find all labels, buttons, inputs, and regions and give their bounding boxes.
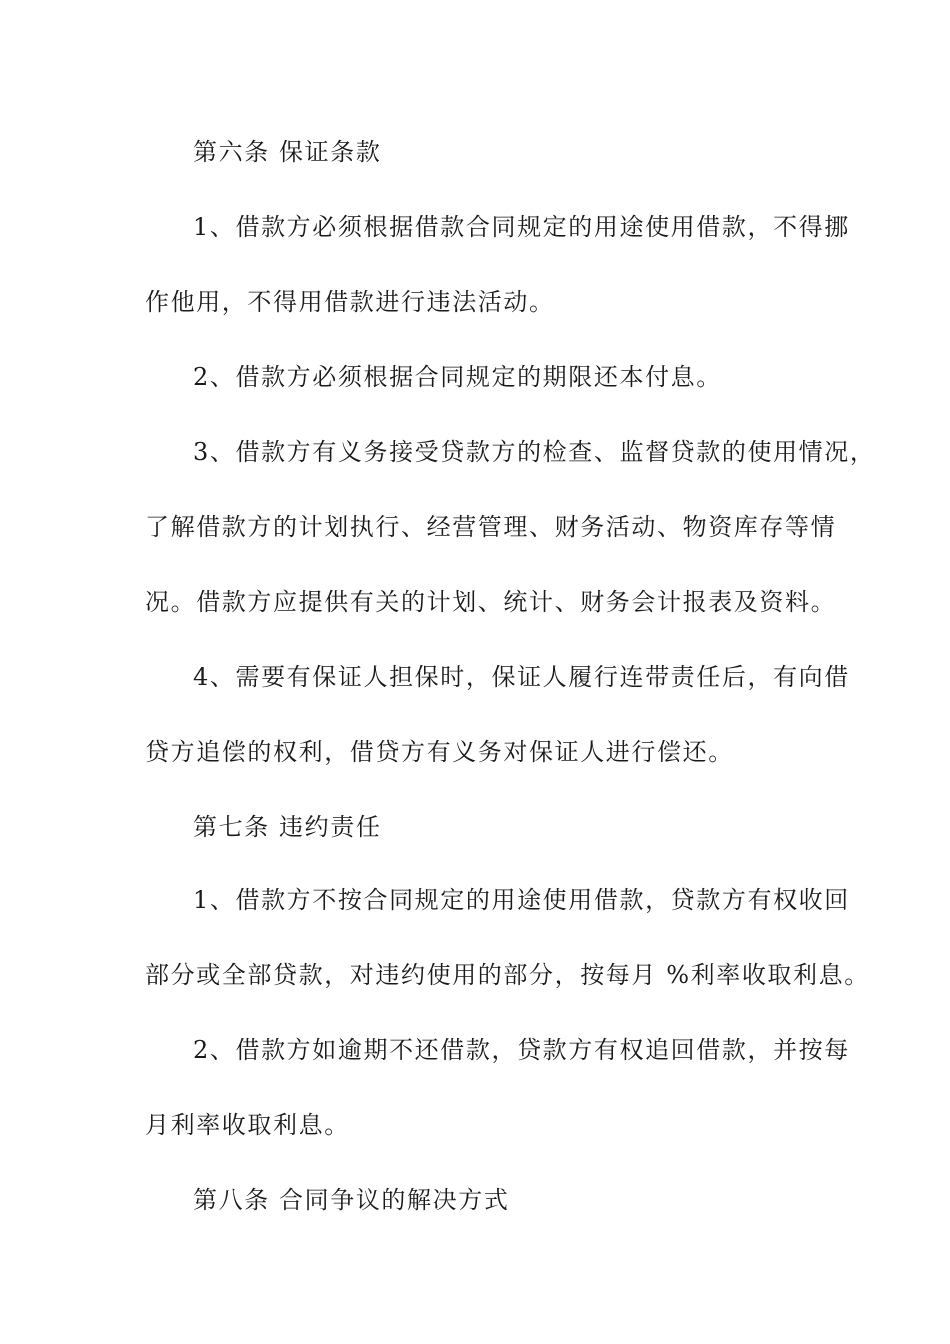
paragraph-line: 4、需要有保证人担保时，保证人履行连带责任后，有向借: [193, 663, 850, 691]
paragraph-line: 部分或全部贷款，对违约使用的部分，按每月 %利率收取利息。: [145, 961, 870, 989]
paragraph-line: 2、借款方如逾期不还借款，贷款方有权追回借款，并按每: [193, 1036, 850, 1064]
paragraph-line: 2、借款方必须根据合同规定的期限还本付息。: [193, 363, 722, 391]
paragraph-line: 了解借款方的计划执行、经营管理、财务活动、物资库存等情: [145, 513, 837, 541]
article-6-heading: 第六条 保证条款: [193, 138, 382, 166]
paragraph-line: 月利率收取利息。: [145, 1111, 350, 1139]
paragraph-line: 1、借款方必须根据借款合同规定的用途使用借款，不得挪: [193, 213, 850, 241]
paragraph-line: 1、借款方不按合同规定的用途使用借款，贷款方有权收回: [193, 886, 850, 914]
paragraph-line: 况。借款方应提供有关的计划、统计、财务会计报表及资料。: [145, 588, 837, 616]
article-7-heading: 第七条 违约责任: [193, 813, 382, 841]
paragraph-line: 贷方追偿的权利，借贷方有义务对保证人进行偿还。: [145, 738, 734, 766]
paragraph-line: 3、借款方有义务接受贷款方的检查、监督贷款的使用情况，: [193, 438, 876, 466]
paragraph-line: 作他用，不得用借款进行违法活动。: [145, 288, 555, 316]
article-8-heading: 第八条 合同争议的解决方式: [193, 1186, 510, 1214]
